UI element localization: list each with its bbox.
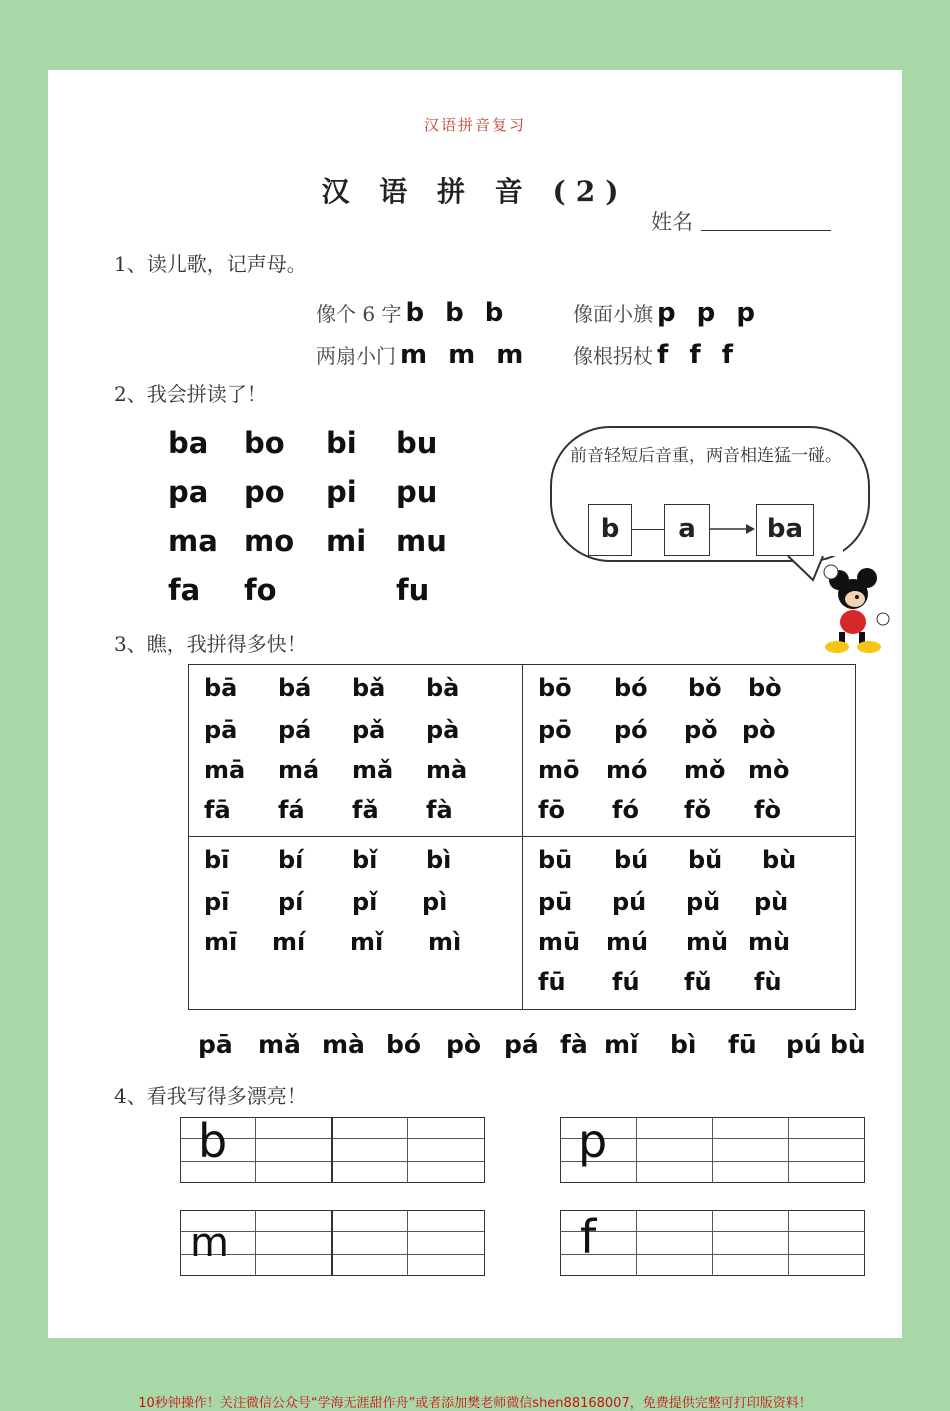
- mixed-syllable: pā: [198, 1030, 233, 1059]
- tone-syllable: pà: [426, 716, 460, 744]
- tone-syllable: mǒ: [684, 756, 726, 784]
- guide-line: [636, 1117, 637, 1183]
- tone-syllable: mā: [204, 756, 246, 784]
- section1-heading: 1、读儿歌，记声母。: [114, 252, 307, 276]
- guide-line: [788, 1117, 789, 1183]
- poem-row-p: 像面小旗 p p p: [573, 298, 761, 328]
- guide-line: [712, 1117, 713, 1183]
- poem-row-f: 像根拐杖 f f f: [573, 340, 740, 370]
- tone-syllable: pó: [614, 716, 648, 744]
- syllable: pa: [168, 475, 209, 509]
- section4-heading: 4、看我写得多漂亮！: [114, 1084, 307, 1108]
- tone-syllable: pò: [742, 716, 776, 744]
- tone-syllable: fò: [754, 796, 781, 824]
- guide-line: [255, 1210, 256, 1276]
- tone-syllable: pú: [612, 888, 647, 916]
- tone-syllable: bà: [426, 674, 460, 702]
- tone-syllable: bū: [538, 846, 573, 874]
- arrow-right-icon: [710, 522, 756, 536]
- tone-syllable: mǔ: [686, 928, 729, 956]
- guide-line: [255, 1117, 256, 1183]
- syllable: pi: [326, 475, 357, 509]
- tone-syllable: fà: [426, 796, 453, 824]
- tone-syllable: fū: [538, 968, 566, 996]
- syllable: bi: [326, 426, 357, 460]
- model-letter-p: p: [578, 1114, 608, 1168]
- mixed-syllable: bì: [670, 1030, 697, 1059]
- tone-syllable: pū: [538, 888, 573, 916]
- tone-syllable: pī: [204, 888, 230, 916]
- guide-line: [788, 1210, 789, 1276]
- worksheet-page: [48, 70, 902, 1338]
- mixed-syllable: fū: [728, 1030, 757, 1059]
- tone-syllable: mú: [606, 928, 649, 956]
- syllable: pu: [396, 475, 438, 509]
- tone-syllable: fō: [538, 796, 565, 824]
- tone-syllable: mǐ: [350, 928, 384, 956]
- tone-syllable: bǐ: [352, 846, 378, 874]
- footer-promo: 10秒钟操作！关注微信公众号“学海无涯甜作舟”或者添加樊老师微信shen88168007，免费提供完整可打印版资料！: [138, 1396, 812, 1411]
- tone-syllable: pǐ: [352, 888, 378, 916]
- tone-syllable: fǎ: [352, 796, 379, 824]
- tone-syllable: fǒ: [684, 796, 711, 824]
- tone-syllable: fú: [612, 968, 640, 996]
- tone-syllable: mì: [428, 928, 462, 956]
- mixed-syllable: mǐ: [604, 1030, 639, 1059]
- tone-syllable: bǎ: [352, 674, 386, 702]
- tone-syllable: fù: [754, 968, 782, 996]
- guide-line: [331, 1210, 333, 1276]
- mixed-syllable: mà: [322, 1030, 365, 1059]
- syllable: mu: [396, 524, 447, 558]
- guide-line: [407, 1210, 408, 1276]
- syllable: fa: [168, 573, 201, 607]
- tone-syllable: bú: [614, 846, 649, 874]
- tone-syllable: bó: [614, 674, 648, 702]
- tone-syllable: bì: [426, 846, 452, 874]
- mixed-syllable: bù: [830, 1030, 866, 1059]
- mixed-syllable: pò: [446, 1030, 482, 1059]
- model-letter-b: b: [198, 1114, 228, 1168]
- syllable: po: [244, 475, 285, 509]
- guide-line: [636, 1210, 637, 1276]
- tone-syllable: fó: [612, 796, 639, 824]
- tone-syllable: bò: [748, 674, 782, 702]
- syllable: bo: [244, 426, 285, 460]
- syllable: bu: [396, 426, 438, 460]
- section3-heading: 3、瞧，我拼得多快！: [114, 632, 307, 656]
- tone-syllable: bá: [278, 674, 312, 702]
- bubble-text: 前音轻短后音重，两音相连猛一碰。: [570, 446, 842, 466]
- tone-table-divider: [522, 664, 523, 1010]
- tone-syllable: mí: [272, 928, 306, 956]
- syllable: fu: [396, 573, 430, 607]
- pinyin-box-a: a: [664, 504, 710, 556]
- tone-syllable: bí: [278, 846, 304, 874]
- syllable: mi: [326, 524, 367, 558]
- tone-syllable: pí: [278, 888, 304, 916]
- tone-syllable: pā: [204, 716, 238, 744]
- name-line[interactable]: [701, 230, 831, 231]
- tone-syllable: mù: [748, 928, 791, 956]
- tone-syllable: bā: [204, 674, 238, 702]
- tone-syllable: bǒ: [688, 674, 722, 702]
- tone-syllable: mà: [426, 756, 468, 784]
- mixed-syllable: bó: [386, 1030, 422, 1059]
- section2-heading: 2、我会拼读了！: [114, 382, 267, 406]
- tone-syllable: fá: [278, 796, 305, 824]
- tone-syllable: pǎ: [352, 716, 386, 744]
- connector-line: [632, 529, 664, 530]
- name-label: 姓名: [651, 210, 693, 234]
- tone-syllable: mǎ: [352, 756, 394, 784]
- guide-line: [331, 1117, 333, 1183]
- header-small: 汉语拼音复习: [423, 116, 526, 134]
- tone-syllable: bù: [762, 846, 797, 874]
- tone-syllable: mō: [538, 756, 580, 784]
- tone-syllable: mó: [606, 756, 648, 784]
- tone-table-divider: [188, 836, 856, 837]
- guide-line: [712, 1210, 713, 1276]
- pinyin-box-ba: ba: [756, 504, 814, 556]
- tone-syllable: pǒ: [684, 716, 718, 744]
- tone-syllable: bǔ: [688, 846, 723, 874]
- tone-syllable: mū: [538, 928, 581, 956]
- tone-syllable: bō: [538, 674, 572, 702]
- mixed-syllable: fà: [560, 1030, 588, 1059]
- mixed-syllable: mǎ: [258, 1030, 301, 1059]
- tone-syllable: bī: [204, 846, 230, 874]
- syllable: ba: [168, 426, 209, 460]
- page-title: 汉 语 拼 音 (2): [321, 175, 629, 208]
- guide-line: [407, 1117, 408, 1183]
- poem-row-b: 像个 6 字 b b b: [316, 298, 510, 328]
- tone-syllable: má: [278, 756, 320, 784]
- tone-syllable: pù: [754, 888, 789, 916]
- syllable: fo: [244, 573, 277, 607]
- poem-row-m: 两扇小门 m m m: [316, 340, 530, 370]
- mixed-syllable: pá: [504, 1030, 539, 1059]
- tone-syllable: pǔ: [686, 888, 721, 916]
- tone-syllable: mò: [748, 756, 790, 784]
- model-letter-m: m: [190, 1220, 229, 1266]
- tone-syllable: fǔ: [684, 968, 712, 996]
- syllable: ma: [168, 524, 218, 558]
- cartoon-mouse-icon: [803, 564, 895, 656]
- syllable: mo: [244, 524, 295, 558]
- tone-syllable: pō: [538, 716, 572, 744]
- mixed-syllable: pú: [786, 1030, 822, 1059]
- pinyin-box-b: b: [588, 504, 632, 556]
- model-letter-f: f: [580, 1210, 597, 1264]
- tone-syllable: pì: [422, 888, 448, 916]
- tone-syllable: fā: [204, 796, 231, 824]
- tone-syllable: pá: [278, 716, 312, 744]
- tone-syllable: mī: [204, 928, 238, 956]
